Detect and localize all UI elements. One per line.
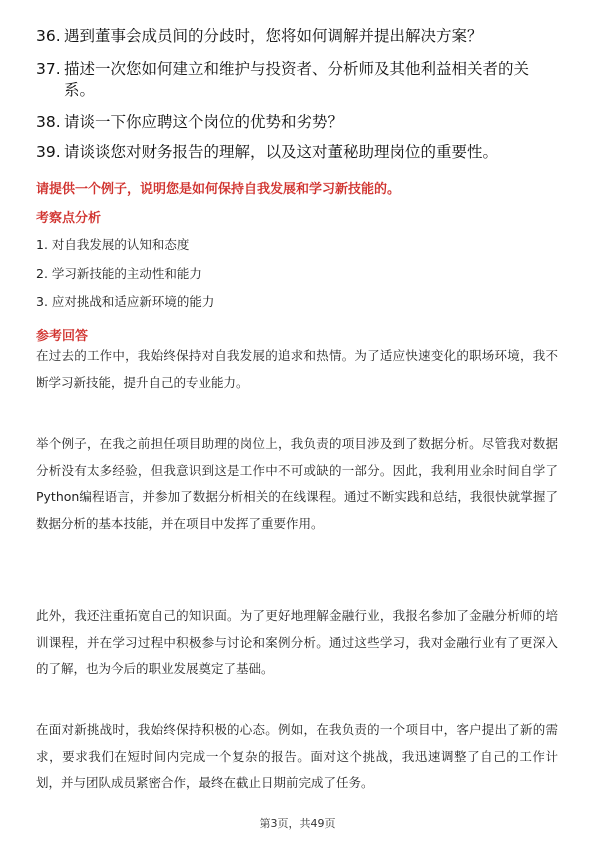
answer-paragraph: 在过去的工作中，我始终保持对自我发展的追求和热情。为了适应快速变化的职场环境，我不断学习新技能，提升自己的专业能力。	[36, 348, 558, 390]
question-text: 描述一次您如何建立和维护与投资者、分析师及其他利益相关者的关系。	[64, 60, 530, 99]
question-36	[36, 26, 566, 47]
question-37	[36, 59, 566, 101]
analysis-point: 1. 对自我发展的认知和态度	[36, 237, 190, 252]
question-text: 请谈一下你应聘这个岗位的优势和劣势？	[64, 113, 344, 131]
question-38	[36, 112, 566, 133]
question-number: 37.	[36, 60, 61, 78]
question-number: 39.	[36, 143, 61, 161]
question-text: 遇到董事会成员间的分歧时，您将如何调解并提出解决方案？	[64, 27, 483, 45]
question-number: 38.	[36, 113, 61, 131]
answer-paragraph: 举个例子，在我之前担任项目助理的岗位上，我负责的项目涉及到了数据分析。尽管我对数据分析没有太多经验，但我意识到这是工作中不可或缺的一部分。因此，我利用业余时间自学了Python编程语言，并参加了数据分析相关的在线课程。通过不断实践和总结，我很快就掌握了数据分析的基本技能，并在项目中发挥了重要作用。	[36, 436, 558, 531]
analysis-heading: 考察点分析	[36, 211, 102, 226]
question-number: 36.	[36, 27, 61, 45]
page-footer: 第3页，共49页	[259, 817, 336, 830]
analysis-point: 2. 学习新技能的主动性和能力	[36, 266, 202, 281]
answer-paragraph: 在面对新挑战时，我始终保持积极的心态。例如，在我负责的一个项目中，客户提出了新的需求，要求我们在短时间内完成一个复杂的报告。面对这个挑战，我迅速调整了自己的工作计划，并与团队成员紧密合作，最终在截止日期前完成了任务。	[36, 722, 558, 790]
question-text: 请谈谈您对财务报告的理解，以及这对董秘助理岗位的重要性。	[64, 143, 499, 161]
featured-question-title: 请提供一个例子，说明您是如何保持自我发展和学习新技能的。	[36, 182, 401, 197]
answer-paragraph: 此外，我还注重拓宽自己的知识面。为了更好地理解金融行业，我报名参加了金融分析师的培训课程，并在学习过程中积极参与讨论和案例分析。通过这些学习，我对金融行业有了更深入的了解，也为今后的职业发展奠定了基础。	[36, 608, 558, 676]
answer-heading: 参考回答	[36, 329, 89, 344]
question-39	[36, 142, 566, 163]
analysis-point: 3. 应对挑战和适应新环境的能力	[36, 294, 215, 309]
